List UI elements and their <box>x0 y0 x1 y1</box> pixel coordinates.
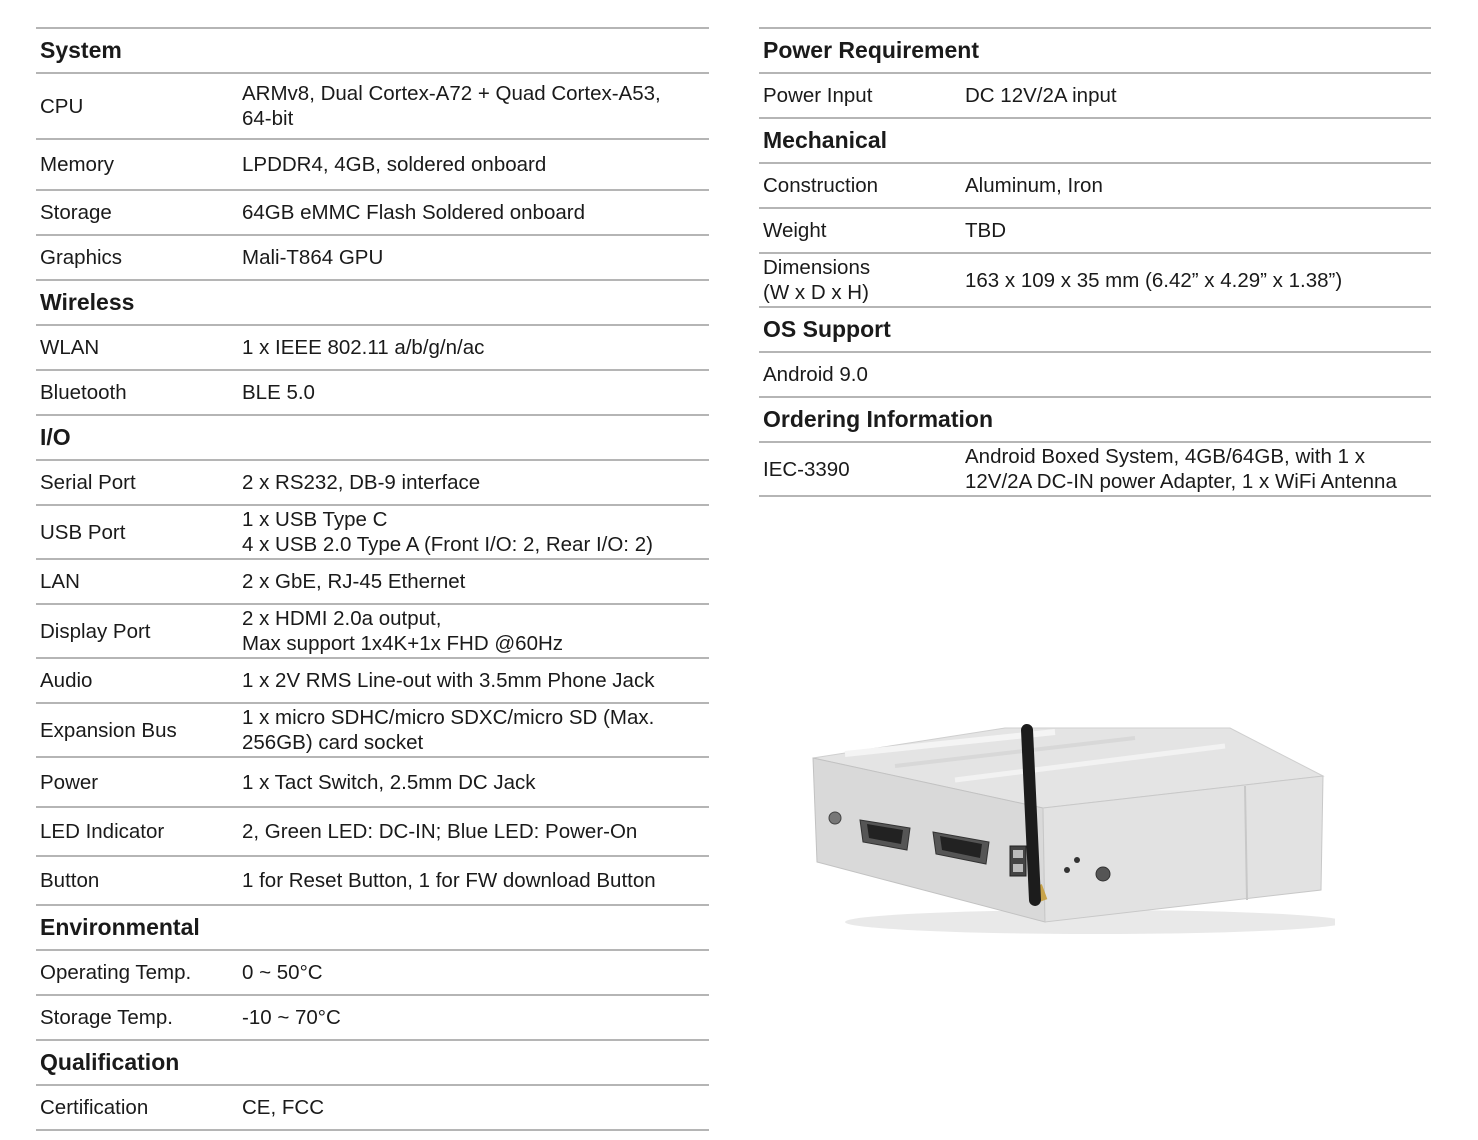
spec-value <box>238 995 709 1040</box>
spec-value <box>961 253 1431 307</box>
spec-row-bluetooth <box>36 370 709 415</box>
section-title: Environmental <box>36 905 709 950</box>
spec-value: Android 9.0 <box>759 352 1431 397</box>
spec-row-iec-3390 <box>759 442 1431 496</box>
spec-value-line: 4 x USB 2.0 Type A (Front I/O: 2, Rear I/O: 2) <box>242 533 653 556</box>
spec-value <box>238 559 709 604</box>
spec-value <box>238 505 709 559</box>
spec-label: USB Port <box>36 505 238 559</box>
led-hole <box>1074 857 1080 863</box>
section-header-environmental <box>36 905 709 950</box>
spec-value <box>238 807 709 856</box>
spec-value <box>961 163 1431 208</box>
spec-value <box>238 73 709 139</box>
spec-row-wlan <box>36 325 709 370</box>
spec-value <box>238 190 709 235</box>
section-title: Wireless <box>36 280 709 325</box>
spec-label: Bluetooth <box>36 370 238 415</box>
spec-row-power-input <box>759 73 1431 118</box>
spec-row-android-9-0 <box>759 352 1431 397</box>
section-title: Mechanical <box>759 118 1431 163</box>
spec-label: Audio <box>36 658 238 703</box>
spec-value-line: 2, Green LED: DC-IN; Blue LED: Power-On <box>242 820 638 843</box>
left-spec-table <box>36 27 709 1131</box>
spec-value-line: 1 x Tact Switch, 2.5mm DC Jack <box>242 770 536 794</box>
spec-label: Button <box>36 856 238 905</box>
section-header-power-requirement <box>759 28 1431 73</box>
spec-value-line: 2 x HDMI 2.0a output, <box>242 607 442 630</box>
spec-label: Serial Port <box>36 460 238 505</box>
section-title: I/O <box>36 415 709 460</box>
spec-value <box>961 73 1431 118</box>
spec-value-line: ARMv8, Dual Cortex-A72 + Quad Cortex-A53, <box>242 82 661 105</box>
section-title: Qualification <box>36 1040 709 1085</box>
spec-value-line: DC 12V/2A input <box>965 84 1117 107</box>
spec-value <box>238 325 709 370</box>
spec-row-led-indicator <box>36 807 709 856</box>
spec-row-graphics <box>36 235 709 280</box>
spec-value-line: -10 ~ 70°C <box>242 1006 341 1029</box>
spec-value <box>238 460 709 505</box>
spec-value-line: 2 x GbE, RJ-45 Ethernet <box>242 570 466 593</box>
spec-row-certification <box>36 1085 709 1130</box>
right-spec-column <box>759 27 1431 497</box>
spec-value-line: 12V/2A DC-IN power Adapter, 1 x WiFi Antenna <box>965 470 1397 493</box>
spec-label: Storage Temp. <box>36 995 238 1040</box>
spec-label: Weight <box>759 208 961 253</box>
spec-label: Display Port <box>36 604 238 658</box>
right-spec-table <box>759 27 1431 497</box>
usb-port <box>1010 846 1026 876</box>
section-title: Ordering Information <box>759 397 1431 442</box>
spec-value-line: 1 x micro SDHC/micro SDXC/micro SD (Max. <box>242 706 655 729</box>
spec-value <box>238 703 709 757</box>
spec-row-cpu <box>36 73 709 139</box>
section-title: Power Requirement <box>759 28 1431 73</box>
section-header-mechanical <box>759 118 1431 163</box>
section-header-os-support <box>759 307 1431 352</box>
spec-value-line: Max support 1x4K+1x FHD @60Hz <box>242 632 564 655</box>
spec-row-serial-port <box>36 460 709 505</box>
left-spec-column <box>36 27 709 1131</box>
spec-row-operating-temp <box>36 950 709 995</box>
spec-row-power <box>36 757 709 807</box>
spec-value <box>238 1085 709 1130</box>
spec-label: Memory <box>36 139 238 190</box>
dc-jack <box>1096 867 1110 881</box>
spec-value <box>238 757 709 807</box>
spec-row-weight <box>759 208 1431 253</box>
section-header-wireless <box>36 280 709 325</box>
spec-row-storage <box>36 190 709 235</box>
spec-row-expansion-bus <box>36 703 709 757</box>
spec-value-line: Mali-T864 GPU <box>242 246 384 269</box>
spec-value <box>238 604 709 658</box>
spec-row-button <box>36 856 709 905</box>
spec-value-line: TBD <box>965 219 1006 242</box>
spec-value <box>961 208 1431 253</box>
spec-label: CPU <box>36 73 238 139</box>
spec-label: Construction <box>759 163 961 208</box>
spec-value-line: Android Boxed System, 4GB/64GB, with 1 x <box>965 445 1365 468</box>
spec-label: Power Input <box>759 73 961 118</box>
spec-label: Dimensions (W x D x H) <box>759 253 961 307</box>
spec-label: LED Indicator <box>36 807 238 856</box>
spec-value <box>238 139 709 190</box>
spec-value <box>238 950 709 995</box>
spec-row-lan <box>36 559 709 604</box>
spec-value-line: Aluminum, Iron <box>965 174 1103 197</box>
spec-label: Graphics <box>36 235 238 280</box>
spec-value-line: 64GB eMMC Flash Soldered onboard <box>242 201 585 224</box>
spec-row-storage-temp <box>36 995 709 1040</box>
spec-value-line: 1 x IEEE 802.11 a/b/g/n/ac <box>242 336 485 359</box>
spec-value-line: 0 ~ 50°C <box>242 961 323 984</box>
spec-label: Power <box>36 757 238 807</box>
spec-value-line: BLE 5.0 <box>242 381 315 404</box>
spec-label: IEC-3390 <box>759 442 961 496</box>
spec-value <box>238 370 709 415</box>
spec-value-line: 1 x USB Type C <box>242 508 388 531</box>
spec-label: Operating Temp. <box>36 950 238 995</box>
spec-row-usb-port <box>36 505 709 559</box>
spec-value-line: 163 x 109 x 35 mm (6.42” x 4.29” x 1.38”) <box>965 268 1343 292</box>
spec-label: LAN <box>36 559 238 604</box>
spec-value-line: 256GB) card socket <box>242 731 424 754</box>
spec-row-memory <box>36 139 709 190</box>
spec-row-construction <box>759 163 1431 208</box>
spec-value-line: 2 x RS232, DB-9 interface <box>242 471 481 494</box>
spec-value <box>238 856 709 905</box>
power-button <box>829 812 841 824</box>
spec-value <box>238 235 709 280</box>
spec-value-line: CE, FCC <box>242 1096 324 1119</box>
spec-value-line: 1 for Reset Button, 1 for FW download Button <box>242 869 656 892</box>
spec-value-line: 64-bit <box>242 107 294 130</box>
spec-row-display-port <box>36 604 709 658</box>
spec-label: Storage <box>36 190 238 235</box>
section-header-system <box>36 28 709 73</box>
button-hole <box>1064 867 1070 873</box>
spec-value-line: LPDDR4, 4GB, soldered onboard <box>242 153 547 176</box>
spec-row-dimensions-w-x-d-x-h <box>759 253 1431 307</box>
section-title: OS Support <box>759 307 1431 352</box>
spec-value <box>238 658 709 703</box>
spec-label: Expansion Bus <box>36 703 238 757</box>
section-header-ordering-information <box>759 397 1431 442</box>
spec-label: Certification <box>36 1085 238 1130</box>
section-header-qualification <box>36 1040 709 1085</box>
spec-value-line: 1 x 2V RMS Line-out with 3.5mm Phone Jack <box>242 669 655 692</box>
spec-value <box>961 442 1431 496</box>
section-title: System <box>36 28 709 73</box>
section-header-i-o <box>36 415 709 460</box>
product-photo <box>805 710 1335 950</box>
spec-label: WLAN <box>36 325 238 370</box>
spec-row-audio <box>36 658 709 703</box>
